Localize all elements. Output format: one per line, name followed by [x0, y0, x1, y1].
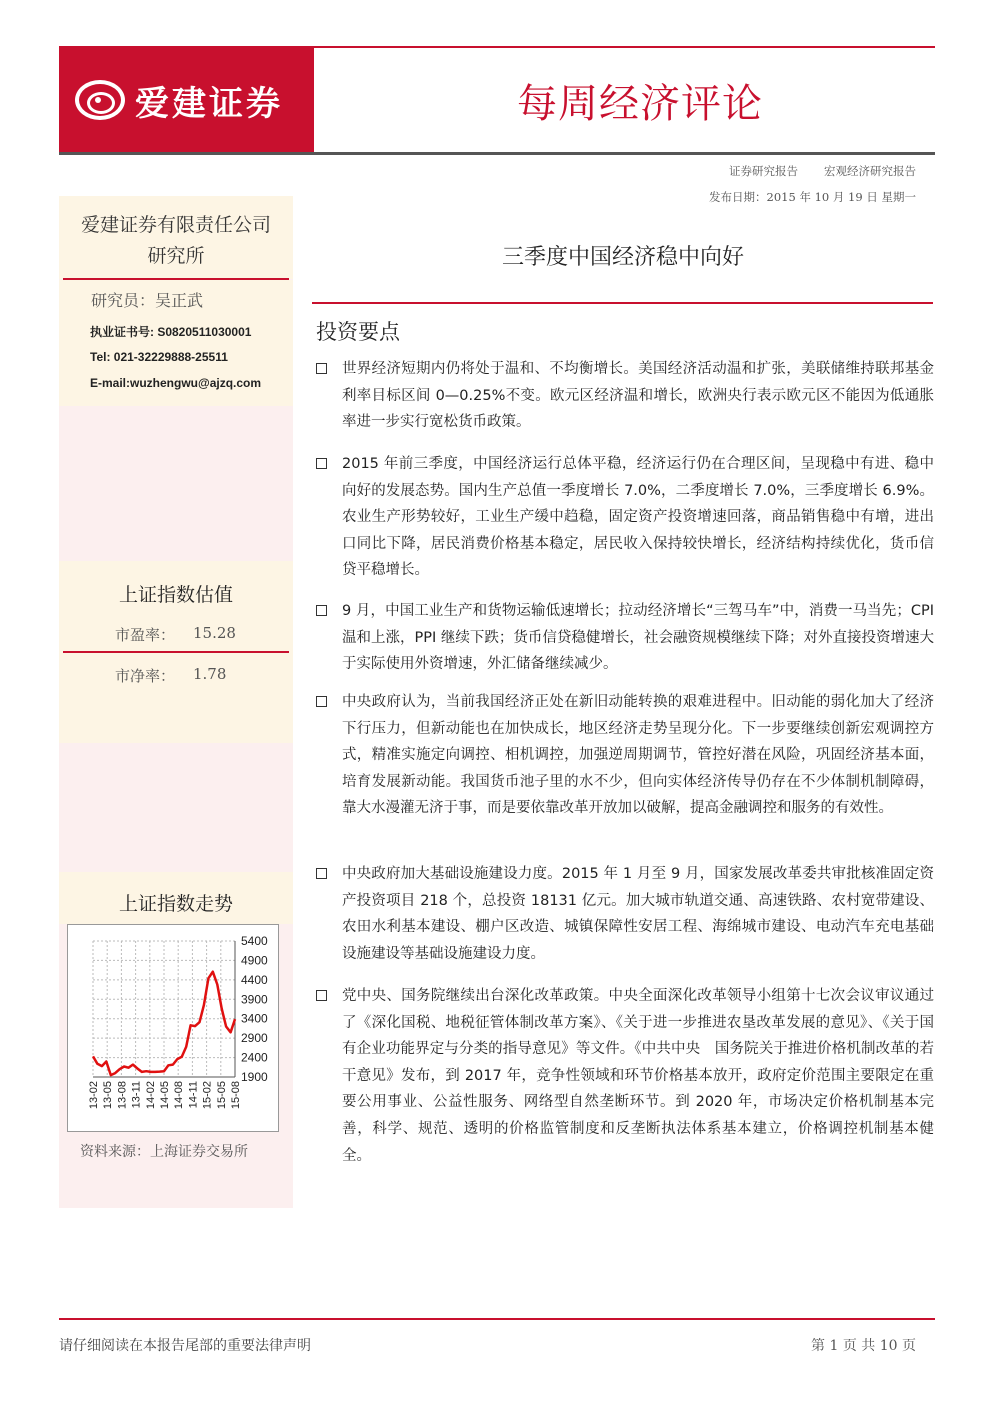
- brand-logo: [59, 48, 314, 152]
- chart-y-tick-label: 5400: [241, 934, 268, 948]
- pb-value: 1.78: [193, 665, 227, 683]
- footer-divider: [59, 1318, 935, 1320]
- report-series-title: [314, 48, 935, 152]
- chart-y-tick-label: 4400: [241, 972, 268, 987]
- checkbox-bullet-icon: [316, 868, 327, 879]
- chart-x-tick-label: 14-11: [187, 1081, 200, 1109]
- valuation-title: 上证指数估值: [118, 584, 233, 606]
- bullet-text: 党中央、国务院继续出台深化改革政策。中央全面深化改革领导小组第十七次会议审议通过了《深化国税、地税征管体制改革方案》、《关于进一步推进农垦改革发展的意见》、《关于国有企业功能界定与分类的指导意见》等文件。《中共中央 国务院关于推进价格机制改革的若干意见》发布，到 2017 年，竞争性领域和环节价格基本放开，政府定价范围主要限定在重要公用事业、公益性服务、网络型自然垄断环节。到 2020 年，市场决定价格机制基本完善，科学、规范、透明的价格监管制度和反垄断执法体系基本建立，价格调控机制基本健全。: [342, 988, 934, 1164]
- trend-title: 上证指数走势: [118, 893, 233, 915]
- report-title: 三季度中国经济稳中向好: [501, 245, 744, 270]
- chart-x-tick-label: 13-08: [116, 1081, 129, 1110]
- chart-y-tick-label: 2400: [241, 1050, 268, 1065]
- valuation-divider: [63, 651, 289, 653]
- report-category: 宏观经济研究报告: [824, 164, 916, 178]
- company-dept: 研究所: [147, 245, 205, 267]
- title-divider: [312, 302, 933, 304]
- sidebar-company: [59, 196, 293, 279]
- chart-y-tick-label: 2900: [241, 1031, 268, 1046]
- bullet-text: 9 月，中国工业生产和货物运输低速增长；拉动经济增长“三驾马车”中，消费一马当先；CPI 温和上涨，PPI 继续下跌；货币信贷稳健增长，社会融资规模继续下降；对外直接投资增速大于实际使用外资增速，外汇储备继续减少。: [342, 603, 934, 673]
- pe-value: 15.28: [193, 624, 236, 642]
- pb-label: 市净率：: [115, 667, 176, 685]
- chart-x-tick-label: 15-05: [215, 1081, 228, 1110]
- bullet-text: 世界经济短期内仍将处于温和、不均衡增长。美国经济活动温和扩张，美联储维持联邦基金利率目标区间 0—0.25%不变。欧元区经济温和增长，欧洲央行表示欧元区不能因为低通胀率进一步实行宽松货币政策。: [342, 361, 934, 431]
- chart-x-tick-label: 15-02: [201, 1081, 214, 1110]
- chart-y-tick-label: 4900: [241, 953, 268, 968]
- checkbox-bullet-icon: [316, 363, 327, 374]
- index-chart-svg: [68, 925, 278, 1131]
- brand-logo-icon: [75, 80, 125, 120]
- checkbox-bullet-icon: [316, 696, 327, 707]
- chart-x-tick-label: 14-02: [144, 1081, 157, 1110]
- footer-disclaimer: 请仔细阅读在本报告尾部的重要法律声明: [59, 1338, 311, 1354]
- chart-series-line: [93, 972, 235, 1075]
- bullet-text: 中央政府加大基础设施建设力度。2015 年 1 月至 9 月，国家发展改革委共审批核准固定资产投资项目 218 个，总投资 18131 亿元。加大城市轨道交通、高速铁路、农村宽带建设、农田水利基本建设、棚户区改造、城镇保障性安居工程、海绵城市建设、电动汽车充电基础设施建设等基础设施建设力度。: [342, 866, 934, 962]
- report-meta: [729, 163, 916, 179]
- license-number: 执业证书号: S0820511030001: [90, 325, 252, 339]
- chart-y-tick-label: 3900: [241, 992, 268, 1007]
- report-type: 证券研究报告: [729, 164, 798, 178]
- bullet-text: 2015 年前三季度，中国经济运行总体平稳，经济运行仍在合理区间，呈现稳中有进、稳中向好的发展态势。国内生产总值一季度增长 7.0%，二季度增长 7.0%，三季度增长 6.9%。农业生产形势较好，工业生产缓中趋稳，固定资产投资增速回落，商品销售稳中有增，进出口同比下降，居民消费价格基本稳定，居民收入保持较快增长，经济结构持续优化，货币信贷平稳增长。: [342, 456, 934, 579]
- chart-x-tick-label: 13-11: [130, 1081, 143, 1109]
- contact-tel: Tel: 021-32229888-25511: [90, 350, 228, 364]
- chart-x-tick-label: 13-02: [88, 1081, 100, 1110]
- section-title: 投资要点: [316, 320, 400, 344]
- checkbox-bullet-icon: [316, 605, 327, 616]
- checkbox-bullet-icon: [316, 990, 327, 1001]
- chart-x-tick-label: 13-05: [102, 1081, 115, 1110]
- report-series-title-text: 每周经济评论: [517, 80, 763, 127]
- chart-y-tick-label: 1900: [241, 1070, 268, 1084]
- header-divider: [59, 152, 935, 155]
- company-name: 爱建证券有限责任公司: [80, 214, 271, 236]
- pe-label: 市盈率：: [115, 626, 176, 644]
- chart-x-tick-label: 15-08: [230, 1081, 242, 1110]
- chart-x-tick-label: 14-08: [173, 1081, 186, 1110]
- pb-ratio: [115, 665, 227, 686]
- pe-ratio: [115, 624, 236, 645]
- index-chart: [67, 924, 279, 1132]
- trend-box: [59, 872, 293, 924]
- publish-date: 发布日期：2015 年 10 月 19 日 星期一: [709, 190, 916, 204]
- chart-y-tick-label: 3400: [241, 1011, 268, 1026]
- contact-email[interactable]: E-mail:wuzhengwu@ajzq.com: [90, 376, 262, 390]
- chart-x-tick-label: 14-05: [159, 1081, 171, 1110]
- checkbox-bullet-icon: [316, 458, 327, 469]
- bullet-text: 中央政府认为，当前我国经济正处在新旧动能转换的艰难进程中。旧动能的弱化加大了经济下行压力，但新动能也在加快成长，地区经济走势呈现分化。下一步要继续创新宏观调控方式，精准实施定向调控、相机调控，加强逆周期调节，管控好潜在风险，巩固经济基本面，培育发展新动能。我国货币池子里的水不少，但向实体经济传导仍存在不少体制机制障碍，靠大水漫灌无济于事，而是要依靠改革开放加以破解，提高金融调控和服务的有效性。: [342, 694, 934, 817]
- chart-source: 资料来源：上海证券交易所: [80, 1144, 248, 1160]
- brand-logo-text: 爱建证券: [135, 83, 283, 124]
- researcher-name: 研究员：吴正武: [91, 291, 204, 310]
- page-number: 第 1 页 共 10 页: [811, 1338, 916, 1354]
